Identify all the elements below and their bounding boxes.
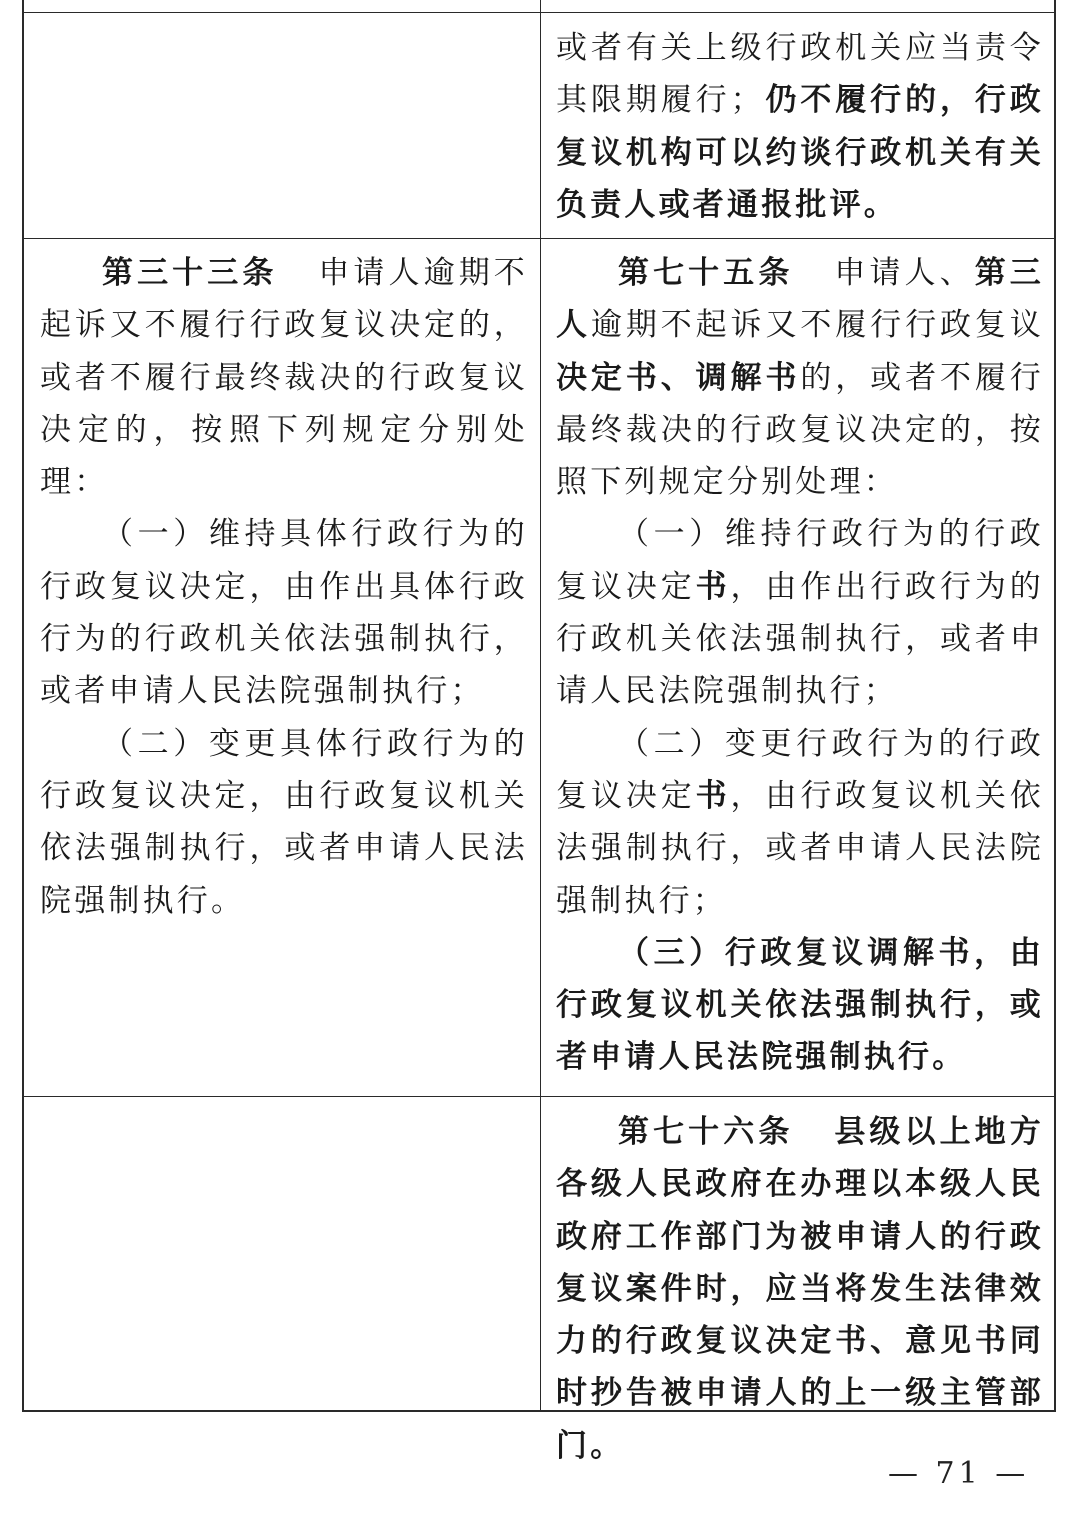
article-75-item2 [556, 718, 1044, 927]
row3-right-cell [556, 1106, 1044, 1472]
article-75-heading: 第七十五条 [618, 255, 794, 291]
row2-left-cell [40, 247, 528, 927]
article-76-heading: 第七十六条 [618, 1114, 794, 1150]
article-75-item2-c: ，由行政复议机关依法强制执行，或者申请人民法院强制执行； [556, 777, 1044, 919]
article-75-intro-c: 逾期不起诉又不履行行政复议 [590, 307, 1045, 344]
article-75-item3: （三）行政复议调解书，由行政复议机关依法强制执行，或者申请人民法院强制执行。 [556, 934, 1044, 1076]
row1-right-cell [556, 22, 1044, 231]
article-33-intro [40, 247, 528, 508]
column-divider [540, 0, 541, 1410]
article-75-item1-b: 书 [695, 568, 731, 605]
row-divider-1 [24, 238, 1054, 239]
article-75-item1-a: （一）维持行政行为的行政复议决定 [556, 516, 1044, 605]
article-75-item1 [556, 508, 1044, 717]
row1-right-paragraph [556, 22, 1044, 231]
row1-right-normal-text: 或者有关上级行政机关应当责令其限期履行； [556, 30, 1044, 119]
table-top-border [24, 12, 1054, 13]
article-75-intro-e: 的，或者不履行最终裁决的行政复议决定的，按照下列规定分别处理： [556, 359, 1044, 501]
article-75-intro [556, 247, 1044, 508]
row-divider-2 [24, 1096, 1054, 1097]
comparison-table [22, 0, 1056, 1464]
article-75-intro-b: 第三人 [556, 255, 1044, 344]
article-33-intro-text: 申请人逾期不起诉又不履行行政复议决定的，或者不履行最终裁决的行政复议决定的，按照下列规定分别处理： [40, 255, 528, 501]
row1-right-bold-text: 仍不履行的，行政复议机构可以约谈行政机关有关负责人或者通报批评。 [556, 82, 1044, 223]
article-33-heading: 第三十三条 [102, 255, 278, 291]
article-76-text: 县级以上地方各级人民政府在办理以本级人民政府工作部门为被申请人的行政复议案件时，应当将发生法律效力的行政复议决定书、意见书同时抄告被申请人的上一级主管部门。 [556, 1114, 1044, 1464]
article-75-item2-b: 书 [695, 777, 731, 814]
page-number: — 71 — [888, 1456, 1030, 1491]
article-75-item1-c: ，由作出行政行为的行政机关依法强制执行，或者申请人民法院强制执行； [556, 568, 1044, 710]
row2-right-cell [556, 247, 1044, 1084]
article-33-item1: （一）维持具体行政行为的行政复议决定，由作出具体行政行为的行政机关依法强制执行，或者申请人民法院强制执行； [40, 516, 528, 710]
article-76-paragraph [556, 1106, 1044, 1472]
article-75-item2-a: （二）变更行政行为的行政复议决定 [556, 725, 1044, 814]
article-75-intro-d: 决定书、调解书 [556, 359, 801, 396]
article-75-intro-a: 申请人、 [833, 255, 975, 291]
article-33-item2: （二）变更具体行政行为的行政复议决定，由行政复议机关依法强制执行，或者申请人民法院强制执行。 [40, 725, 528, 919]
